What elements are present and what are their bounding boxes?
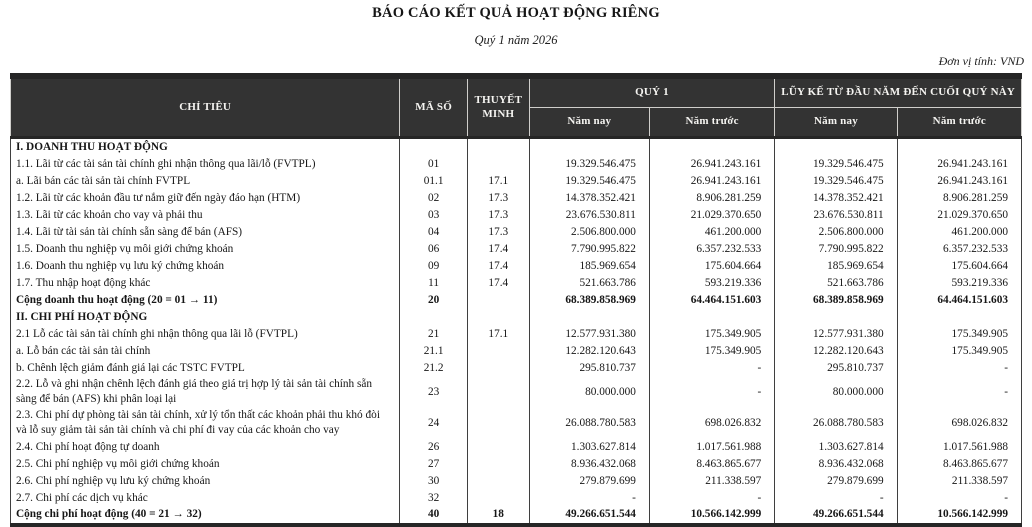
- q1-current-year-cell: 279.879.699: [529, 472, 649, 489]
- table-row: [11, 455, 1022, 472]
- q1-prior-year-cell: 6.357.232.533: [649, 240, 774, 257]
- row-label-cell: 1.5. Doanh thu nghiệp vụ môi giới chứng khoán: [11, 240, 400, 257]
- row-label-cell: 2.6. Chi phí nghiệp vụ lưu ký chứng khoán: [11, 472, 400, 489]
- q1-current-year-cell: 23.676.530.811: [529, 206, 649, 223]
- header-lk-nam-truoc: Năm trước: [897, 108, 1021, 138]
- ytd-current-year-cell: 1.303.627.814: [775, 438, 897, 455]
- ytd-current-year-cell: 12.577.931.380: [775, 325, 897, 342]
- row-note-cell: [467, 407, 529, 438]
- row-note-cell: [467, 376, 529, 407]
- row-code-cell: 03: [400, 206, 468, 223]
- row-code-cell: 01: [400, 155, 468, 172]
- row-label-cell: a. Lãi bán các tài sản tài chính FVTPL: [11, 172, 400, 189]
- row-label-cell: II. CHI PHÍ HOẠT ĐỘNG: [11, 308, 400, 325]
- row-note-cell: 17.4: [467, 274, 529, 291]
- row-code-cell: 20: [400, 291, 468, 308]
- row-label-cell: b. Chênh lệch giảm đánh giá lại các TSTC FVTPL: [11, 359, 400, 376]
- q1-prior-year-cell: 698.026.832: [649, 407, 774, 438]
- row-label-cell: 1.3. Lãi từ các khoản cho vay và phải thu: [11, 206, 400, 223]
- ytd-current-year-cell: 521.663.786: [775, 274, 897, 291]
- row-code-cell: 24: [400, 407, 468, 438]
- ytd-current-year-cell: [775, 138, 897, 156]
- row-code-cell: 40: [400, 506, 468, 524]
- q1-current-year-cell: 7.790.995.822: [529, 240, 649, 257]
- q1-current-year-cell: 68.389.858.969: [529, 291, 649, 308]
- table-body: [11, 138, 1022, 525]
- q1-prior-year-cell: 26.941.243.161: [649, 172, 774, 189]
- ytd-prior-year-cell: 211.338.597: [897, 472, 1021, 489]
- q1-current-year-cell: 8.936.432.068: [529, 455, 649, 472]
- row-label-cell: 2.2. Lỗ và ghi nhận chênh lệch đánh giá theo giá trị hợp lý tài sản tài chính sẵn sàng để bán (AFS) khi phân loại lại: [11, 376, 400, 407]
- header-thuyet-minh: THUYẾT MINH: [467, 76, 529, 138]
- q1-current-year-cell: 49.266.651.544: [529, 506, 649, 524]
- table-row: [11, 172, 1022, 189]
- q1-prior-year-cell: 26.941.243.161: [649, 155, 774, 172]
- q1-prior-year-cell: -: [649, 376, 774, 407]
- q1-prior-year-cell: 64.464.151.603: [649, 291, 774, 308]
- ytd-prior-year-cell: 26.941.243.161: [897, 172, 1021, 189]
- ytd-current-year-cell: [775, 308, 897, 325]
- ytd-current-year-cell: 26.088.780.583: [775, 407, 897, 438]
- row-label-cell: Cộng chi phí hoạt động (40 = 21 → 32): [11, 506, 400, 524]
- q1-current-year-cell: 80.000.000: [529, 376, 649, 407]
- report-period: Quý 1 năm 2026: [474, 33, 558, 47]
- row-code-cell: 26: [400, 438, 468, 455]
- header-luy-ke: LŨY KẾ TỪ ĐẦU NĂM ĐẾN CUỐI QUÝ NÀY: [775, 76, 1022, 108]
- q1-current-year-cell: [529, 138, 649, 156]
- row-note-cell: [467, 472, 529, 489]
- row-code-cell: 06: [400, 240, 468, 257]
- table-row: [11, 506, 1022, 524]
- q1-current-year-cell: 26.088.780.583: [529, 407, 649, 438]
- row-label-cell: 1.6. Doanh thu nghiệp vụ lưu ký chứng khoán: [11, 257, 400, 274]
- q1-prior-year-cell: 1.017.561.988: [649, 438, 774, 455]
- row-code-cell: 23: [400, 376, 468, 407]
- row-note-cell: [467, 155, 529, 172]
- row-note-cell: 17.3: [467, 223, 529, 240]
- table-row: [11, 138, 1022, 156]
- ytd-prior-year-cell: -: [897, 359, 1021, 376]
- q1-current-year-cell: [529, 308, 649, 325]
- row-note-cell: [467, 359, 529, 376]
- row-note-cell: 17.3: [467, 206, 529, 223]
- table-row: [11, 325, 1022, 342]
- row-note-cell: 18: [467, 506, 529, 524]
- ytd-current-year-cell: 295.810.737: [775, 359, 897, 376]
- ytd-prior-year-cell: 64.464.151.603: [897, 291, 1021, 308]
- q1-current-year-cell: -: [529, 489, 649, 506]
- ytd-prior-year-cell: -: [897, 376, 1021, 407]
- table-row: [11, 155, 1022, 172]
- q1-prior-year-cell: 175.349.905: [649, 342, 774, 359]
- row-note-cell: 17.1: [467, 172, 529, 189]
- table-row: [11, 376, 1022, 407]
- table-header: [11, 76, 1022, 138]
- q1-current-year-cell: 12.577.931.380: [529, 325, 649, 342]
- ytd-prior-year-cell: 21.029.370.650: [897, 206, 1021, 223]
- currency-unit-label: Đơn vị tính: VND: [938, 54, 1024, 68]
- ytd-prior-year-cell: 461.200.000: [897, 223, 1021, 240]
- row-label-cell: 2.5. Chi phí nghiệp vụ môi giới chứng khoán: [11, 455, 400, 472]
- row-code-cell: [400, 308, 468, 325]
- ytd-prior-year-cell: 175.604.664: [897, 257, 1021, 274]
- ytd-prior-year-cell: 26.941.243.161: [897, 155, 1021, 172]
- header-quy-1: QUÝ 1: [529, 76, 775, 108]
- row-label-cell: 1.4. Lãi từ tài sản tài chính sẵn sàng để bán (AFS): [11, 223, 400, 240]
- q1-prior-year-cell: 175.604.664: [649, 257, 774, 274]
- table-row: [11, 342, 1022, 359]
- row-note-cell: 17.1: [467, 325, 529, 342]
- ytd-prior-year-cell: 10.566.142.999: [897, 506, 1021, 524]
- header-lk-nam-nay: Năm nay: [775, 108, 897, 138]
- row-label-cell: 2.1 Lỗ các tài sản tài chính ghi nhận thông qua lãi lỗ (FVTPL): [11, 325, 400, 342]
- row-code-cell: 09: [400, 257, 468, 274]
- ytd-current-year-cell: 7.790.995.822: [775, 240, 897, 257]
- table-row: [11, 438, 1022, 455]
- table-row: [11, 223, 1022, 240]
- row-code-cell: 21.2: [400, 359, 468, 376]
- ytd-current-year-cell: 19.329.546.475: [775, 172, 897, 189]
- row-label-cell: 2.3. Chi phí dự phòng tài sản tài chính, xử lý tổn thất các khoản phải thu khó đòi và lỗ suy giảm tài sản tài chính và chi phí đi vay của các khoản cho vay: [11, 407, 400, 438]
- table-row: [11, 240, 1022, 257]
- row-code-cell: 32: [400, 489, 468, 506]
- row-code-cell: [400, 138, 468, 156]
- ytd-prior-year-cell: 8.463.865.677: [897, 455, 1021, 472]
- q1-current-year-cell: 19.329.546.475: [529, 172, 649, 189]
- row-label-cell: 2.4. Chi phí hoạt động tự doanh: [11, 438, 400, 455]
- row-code-cell: 21: [400, 325, 468, 342]
- ytd-current-year-cell: 8.936.432.068: [775, 455, 897, 472]
- q1-prior-year-cell: 8.906.281.259: [649, 189, 774, 206]
- q1-prior-year-cell: -: [649, 359, 774, 376]
- table-row: [11, 274, 1022, 291]
- row-code-cell: 04: [400, 223, 468, 240]
- q1-current-year-cell: 1.303.627.814: [529, 438, 649, 455]
- row-code-cell: 11: [400, 274, 468, 291]
- header-q1-nam-truoc: Năm trước: [649, 108, 774, 138]
- q1-prior-year-cell: 21.029.370.650: [649, 206, 774, 223]
- ytd-prior-year-cell: 593.219.336: [897, 274, 1021, 291]
- table-row: [11, 308, 1022, 325]
- row-note-cell: [467, 138, 529, 156]
- ytd-prior-year-cell: 698.026.832: [897, 407, 1021, 438]
- ytd-current-year-cell: 68.389.858.969: [775, 291, 897, 308]
- row-label-cell: 1.1. Lãi từ các tài sản tài chính ghi nhận thông qua lãi/lỗ (FVTPL): [11, 155, 400, 172]
- row-note-cell: 17.4: [467, 240, 529, 257]
- row-note-cell: 17.4: [467, 257, 529, 274]
- q1-current-year-cell: 19.329.546.475: [529, 155, 649, 172]
- row-label-cell: 1.2. Lãi từ các khoản đầu tư nắm giữ đến ngày đáo hạn (HTM): [11, 189, 400, 206]
- ytd-current-year-cell: 185.969.654: [775, 257, 897, 274]
- income-statement-table: [10, 73, 1022, 527]
- q1-current-year-cell: 295.810.737: [529, 359, 649, 376]
- table-row: [11, 257, 1022, 274]
- row-label-cell: Cộng doanh thu hoạt động (20 = 01 → 11): [11, 291, 400, 308]
- row-code-cell: 01.1: [400, 172, 468, 189]
- row-note-cell: [467, 308, 529, 325]
- q1-prior-year-cell: 175.349.905: [649, 325, 774, 342]
- table-row: [11, 407, 1022, 438]
- q1-prior-year-cell: -: [649, 489, 774, 506]
- header-chi-tieu: CHỈ TIÊU: [11, 76, 400, 138]
- q1-prior-year-cell: 10.566.142.999: [649, 506, 774, 524]
- page-title: BÁO CÁO KẾT QUẢ HOẠT ĐỘNG RIÊNG: [372, 5, 660, 21]
- q1-current-year-cell: 14.378.352.421: [529, 189, 649, 206]
- row-note-cell: [467, 438, 529, 455]
- row-note-cell: [467, 342, 529, 359]
- ytd-prior-year-cell: -: [897, 489, 1021, 506]
- q1-prior-year-cell: 211.338.597: [649, 472, 774, 489]
- table-row: [11, 189, 1022, 206]
- row-label-cell: 1.7. Thu nhập hoạt động khác: [11, 274, 400, 291]
- ytd-prior-year-cell: 175.349.905: [897, 342, 1021, 359]
- ytd-current-year-cell: 12.282.120.643: [775, 342, 897, 359]
- ytd-prior-year-cell: 8.906.281.259: [897, 189, 1021, 206]
- row-label-cell: I. DOANH THU HOẠT ĐỘNG: [11, 138, 400, 156]
- ytd-prior-year-cell: [897, 308, 1021, 325]
- ytd-current-year-cell: -: [775, 489, 897, 506]
- row-code-cell: 02: [400, 189, 468, 206]
- row-note-cell: 17.3: [467, 189, 529, 206]
- q1-prior-year-cell: 593.219.336: [649, 274, 774, 291]
- q1-prior-year-cell: [649, 308, 774, 325]
- ytd-current-year-cell: 49.266.651.544: [775, 506, 897, 524]
- header-q1-nam-nay: Năm nay: [529, 108, 649, 138]
- row-note-cell: [467, 291, 529, 308]
- ytd-current-year-cell: 279.879.699: [775, 472, 897, 489]
- table-row: [11, 472, 1022, 489]
- q1-current-year-cell: 185.969.654: [529, 257, 649, 274]
- table-row: [11, 359, 1022, 376]
- ytd-current-year-cell: 19.329.546.475: [775, 155, 897, 172]
- ytd-current-year-cell: 23.676.530.811: [775, 206, 897, 223]
- row-code-cell: 21.1: [400, 342, 468, 359]
- q1-prior-year-cell: [649, 138, 774, 156]
- q1-prior-year-cell: 8.463.865.677: [649, 455, 774, 472]
- header-ma-so: MÃ SỐ: [400, 76, 468, 138]
- row-code-cell: 30: [400, 472, 468, 489]
- row-label-cell: a. Lỗ bán các tài sản tài chính: [11, 342, 400, 359]
- table-row: [11, 206, 1022, 223]
- ytd-current-year-cell: 14.378.352.421: [775, 189, 897, 206]
- q1-prior-year-cell: 461.200.000: [649, 223, 774, 240]
- ytd-prior-year-cell: 1.017.561.988: [897, 438, 1021, 455]
- ytd-prior-year-cell: [897, 138, 1021, 156]
- row-code-cell: 27: [400, 455, 468, 472]
- q1-current-year-cell: 521.663.786: [529, 274, 649, 291]
- q1-current-year-cell: 2.506.800.000: [529, 223, 649, 240]
- table-row: [11, 291, 1022, 308]
- ytd-prior-year-cell: 175.349.905: [897, 325, 1021, 342]
- ytd-current-year-cell: 2.506.800.000: [775, 223, 897, 240]
- ytd-current-year-cell: 80.000.000: [775, 376, 897, 407]
- row-label-cell: 2.7. Chi phí các dịch vụ khác: [11, 489, 400, 506]
- row-note-cell: [467, 455, 529, 472]
- ytd-prior-year-cell: 6.357.232.533: [897, 240, 1021, 257]
- q1-current-year-cell: 12.282.120.643: [529, 342, 649, 359]
